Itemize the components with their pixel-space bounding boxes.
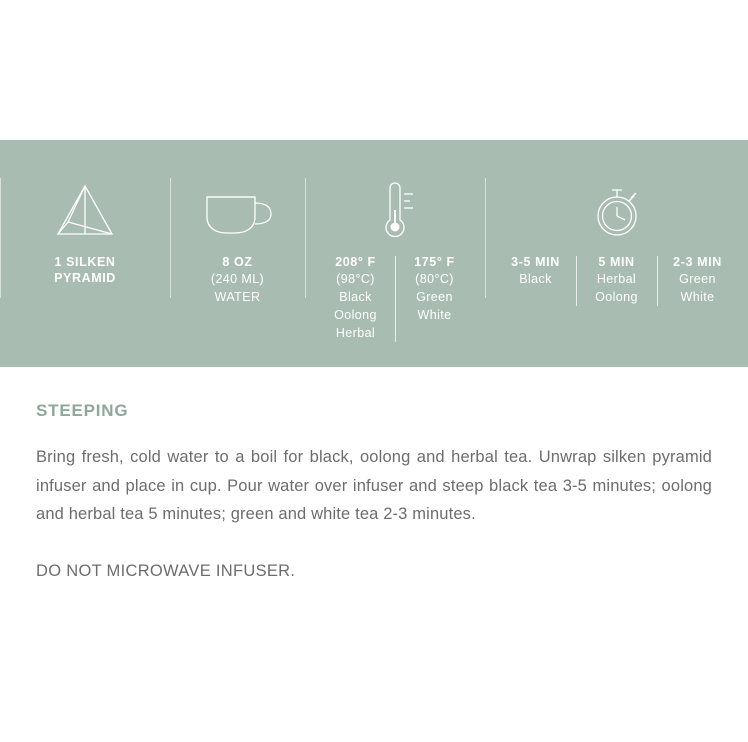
time-column-0 [502, 254, 570, 288]
column-temperature [305, 140, 485, 342]
time-tea-2-1: White [680, 290, 715, 304]
cup-label-line2: (240 ML) [210, 272, 265, 286]
temperature-column-0 [325, 254, 387, 342]
temperature-column-1 [404, 254, 466, 324]
time-duration-2: 2-3 MIN [673, 255, 722, 269]
time-divider-2 [657, 256, 658, 306]
column-steep-time [485, 140, 748, 306]
temp-tea-1-0: Green [416, 290, 453, 304]
steeping-paragraph: Bring fresh, cold water to a boil for black, oolong and herbal tea. Unwrap silken pyramid infuser and place in cup. Pour water over infuser and steep black tea 3-5 minutes; oolong and herbal tea 5 minutes; green and white tea 2-3 minutes. [36, 448, 712, 523]
banner-columns [0, 140, 748, 367]
time-duration-0: 3-5 MIN [511, 255, 560, 269]
temp-f-0: 208° F [335, 255, 376, 269]
time-tea-1-0: Herbal [596, 272, 637, 286]
teacup-icon [199, 178, 277, 244]
pyramid-label-line1: 1 SILKEN [54, 255, 116, 269]
temp-f-1: 175° F [414, 255, 455, 269]
brewing-instructions-banner [0, 140, 748, 367]
time-tea-2-0: Green [679, 272, 716, 286]
temp-tea-0-0: Black [339, 290, 372, 304]
microwave-warning: DO NOT MICROWAVE INFUSER. [36, 561, 296, 580]
temperature-inner-divider [395, 256, 396, 342]
time-duration-1: 5 MIN [598, 255, 635, 269]
column-pyramid [0, 140, 170, 286]
section-heading: STEEPING [36, 401, 129, 420]
pyramid-label-line2: PYRAMID [54, 271, 116, 285]
time-column-1 [583, 254, 651, 306]
thermometer-icon [372, 178, 418, 244]
time-column-2 [664, 254, 732, 306]
temp-c-1: (80°C) [415, 272, 454, 286]
pyramid-teabag-icon [54, 178, 116, 244]
temp-tea-0-1: Oolong [334, 308, 377, 322]
cup-label-line3: WATER [214, 290, 261, 304]
cup-label-line1: 8 OZ [222, 255, 253, 269]
temperature-columns [325, 254, 466, 342]
steeping-content [0, 367, 748, 585]
time-tea-0-0: Black [519, 272, 552, 286]
temp-tea-1-1: White [417, 308, 452, 322]
temp-c-0: (98°C) [336, 272, 375, 286]
time-tea-1-1: Oolong [595, 290, 638, 304]
stopwatch-icon [586, 178, 648, 244]
column-cup [170, 140, 305, 306]
temp-tea-0-2: Herbal [335, 326, 376, 340]
time-divider-1 [576, 256, 577, 306]
time-columns [502, 254, 732, 306]
